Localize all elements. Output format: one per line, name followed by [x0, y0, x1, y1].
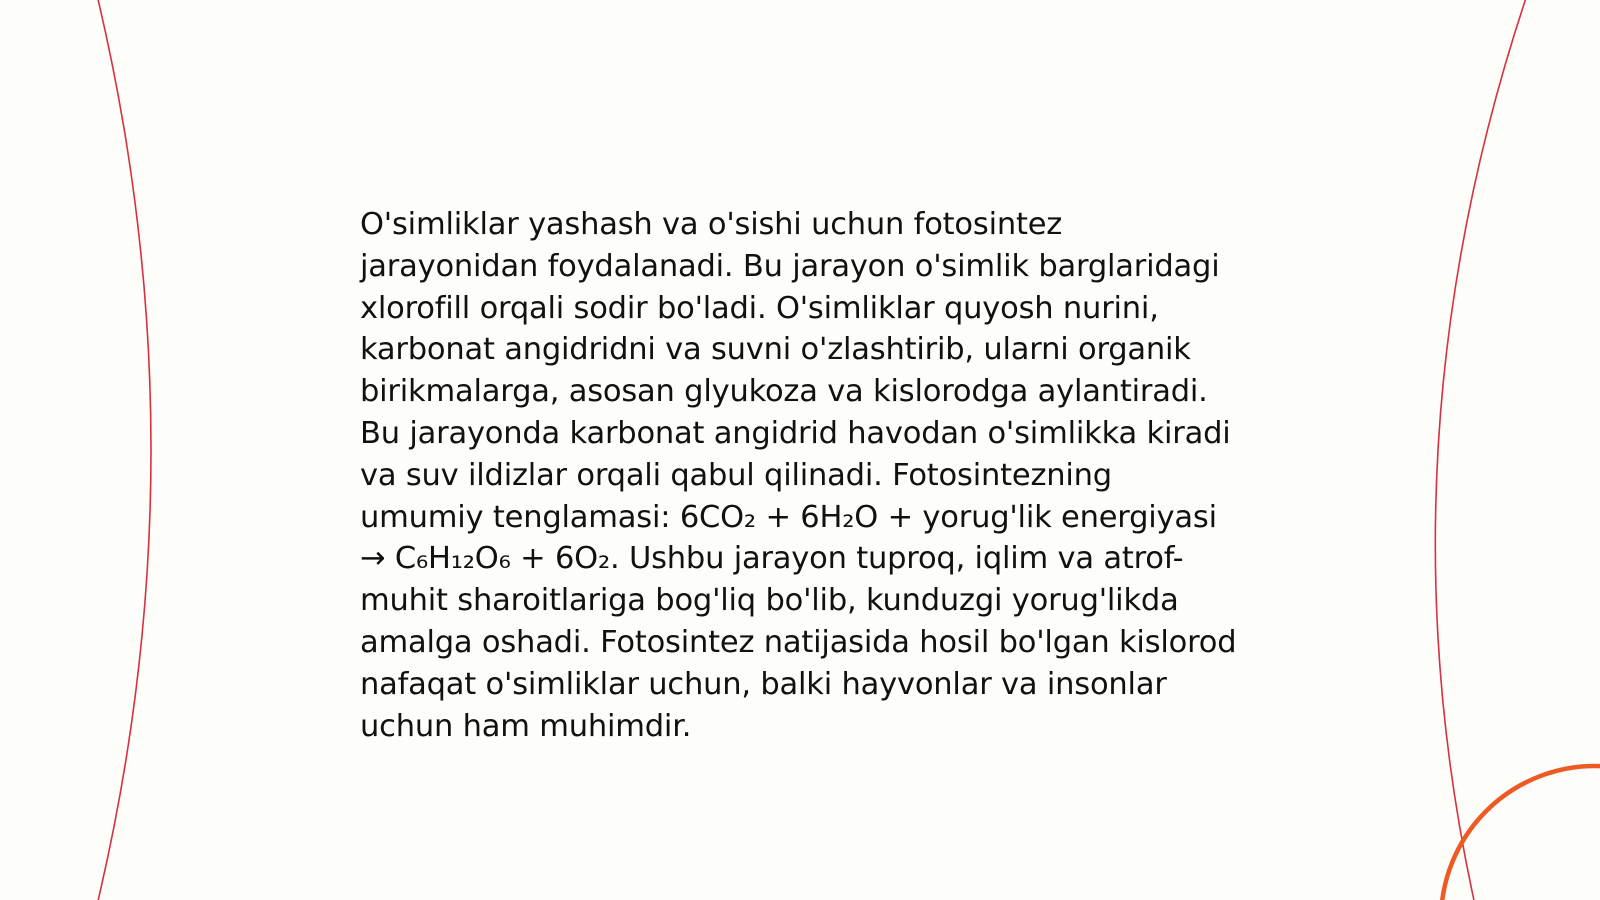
right-curve-line	[1435, 0, 1527, 900]
body-paragraph: O'simliklar yashash va o'sishi uchun fotosintez jarayonidan foydalanadi. Bu jarayon o'simlik barglaridagi xlorofill orqali sodir bo'ladi. O'simliklar quyosh nurini, karbonat angidridni va suvni o'zlashtirib, ularni organik birikmalarga, asosan glyukoza va kislorodga aylantiradi. Bu jarayonda karbonat angidrid havodan o'simlikka kiradi va suv ildizlar orqali qabul qilinadi. Fotosintezning umumiy tenglamasi: 6CO₂ + 6H₂O + yorug'lik energiyasi → C₆H₁₂O₆ + 6O₂. Ushbu jarayon tuproq, iqlim va atrof-muhit sharoitlariga bog'liq bo'lib, kunduzgi yorug'likda amalga oshadi. Fotosintez natijasida hosil bo'lgan kislorod nafaqat o'simliklar uchun, balki hayvonlar va insonlar uchun ham muhimdir.	[360, 207, 1237, 744]
left-curve-line	[97, 0, 151, 900]
orange-corner-arc	[1441, 766, 1600, 900]
